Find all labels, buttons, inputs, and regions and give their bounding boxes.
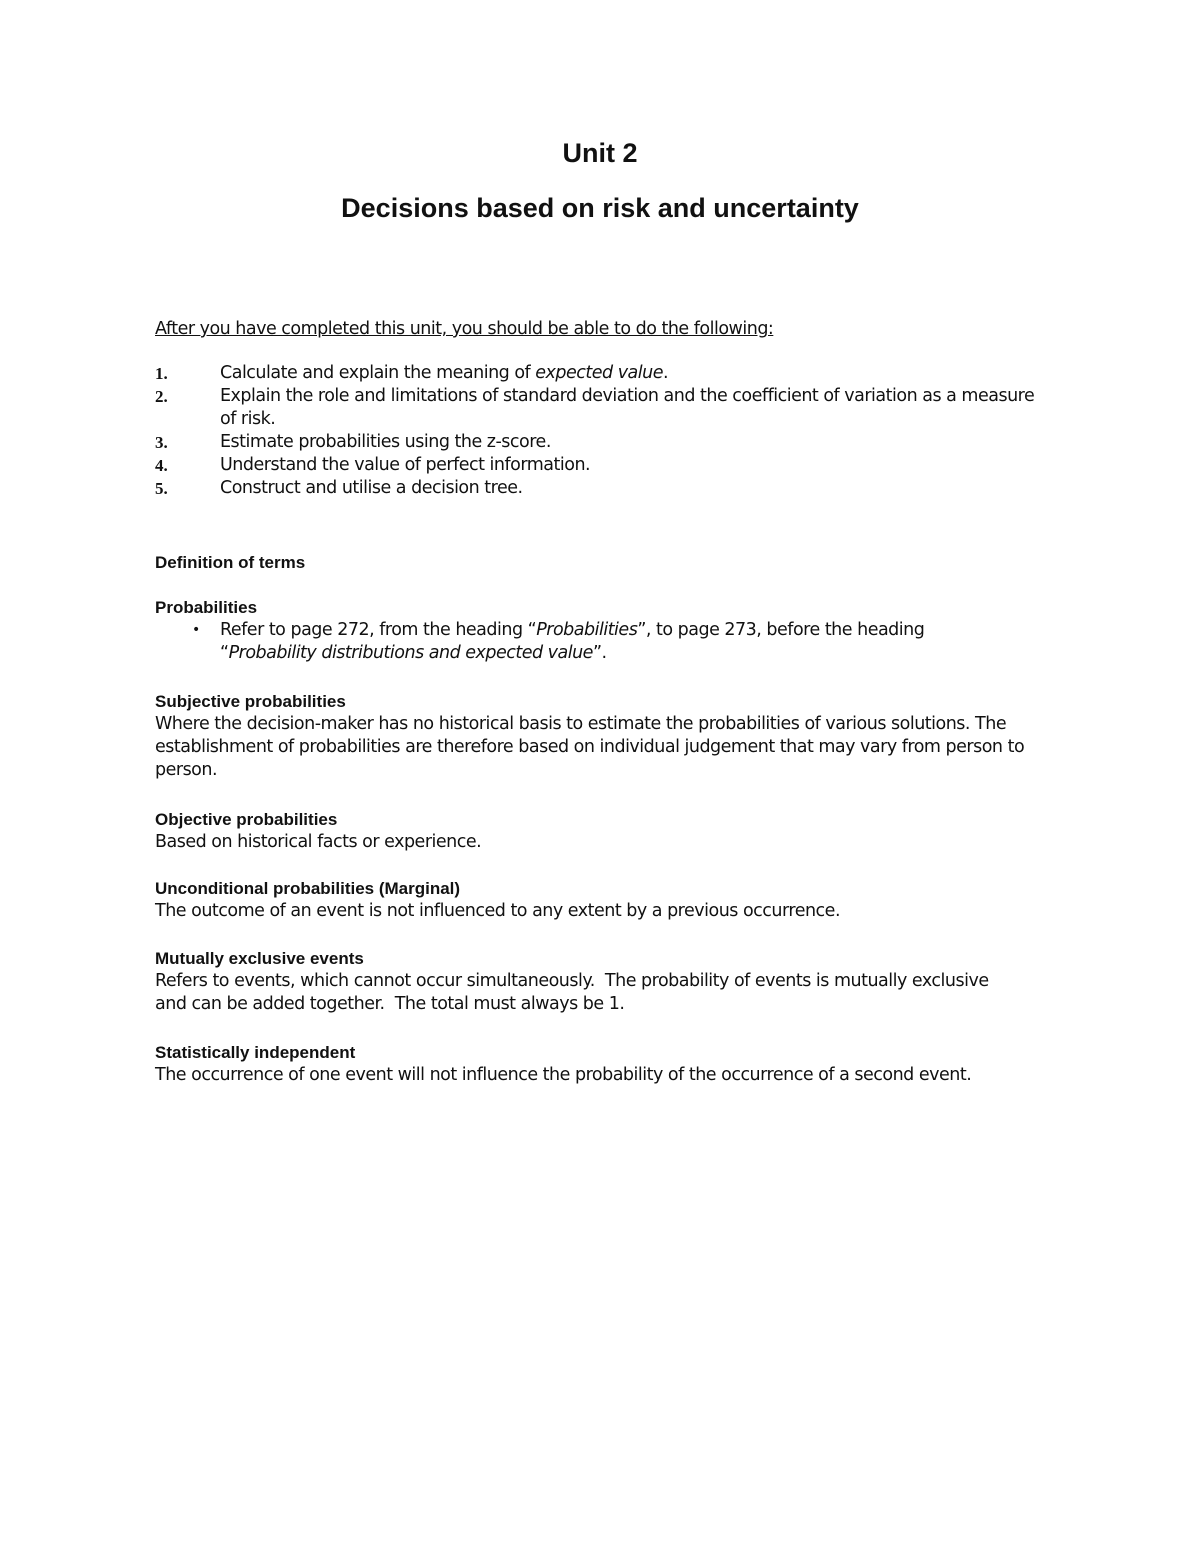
bullet-icon: • [192,622,200,638]
list-text: Construct and utilise a decision tree. [220,478,523,498]
list-item [155,431,1035,454]
document-title: Decisions based on risk and uncertainty [341,193,859,223]
list-number: 5. [155,479,168,498]
term-mutually-exclusive-events [155,947,1055,1016]
term-subjective-probabilities [155,690,1055,782]
section-heading: Definition of terms [155,553,306,572]
list-item [155,385,1035,431]
term-unconditional-probabilities [155,877,1055,923]
list-text-part: Refer to page 272, from the heading “ [220,620,537,640]
term-definition: Refers to events, which cannot occur simultaneously. The probability of events is mutually exclusive and can be added together. The total must always be 1. [155,971,994,1014]
emphasis-text: Probabilities [536,620,638,640]
term-heading: Objective probabilities [155,810,338,829]
definitions-section [155,551,1055,574]
term-heading: Mutually exclusive events [155,949,364,968]
bullet-list [155,619,1055,665]
emphasis-text: expected value [535,363,664,383]
list-item [155,619,1055,665]
list-text-part: . [663,363,669,383]
unit-title: Unit 2 [562,138,638,168]
list-text: Explain the role and limitations of standard deviation and the coefficient of variation as a measure of risk. [220,386,1035,429]
list-number: 4. [155,456,168,475]
list-number: 1. [155,364,168,383]
term-heading: Statistically independent [155,1043,356,1062]
list-text: Estimate probabilities using the z-score. [220,432,551,452]
term-heading: Unconditional probabilities (Marginal) [155,879,461,898]
term-statistically-independent [155,1041,1055,1087]
list-text-part: ”, to page 273, before the heading “ [220,620,925,663]
learning-outcomes-intro: After you have completed this unit, you should be able to do the following: [155,319,774,339]
list-item [155,362,1035,385]
term-heading: Subjective probabilities [155,692,346,711]
list-text: Understand the value of perfect information. [220,455,591,475]
probabilities-section [155,596,1055,665]
list-item [155,477,1035,500]
list-number: 2. [155,387,168,406]
list-text-part: Calculate and explain the meaning of [220,363,536,383]
emphasis-text: Probability distributions and expected value [228,643,593,663]
term-definition: The occurrence of one event will not influence the probability of the occurrence of a second event. [155,1065,972,1085]
term-objective-probabilities [155,808,1055,854]
section-heading: Probabilities [155,598,258,617]
learning-outcomes-list [155,362,1035,500]
term-definition: Based on historical facts or experience. [155,832,482,852]
list-text [220,362,1035,385]
term-definition: The outcome of an event is not influenced to any extent by a previous occurrence. [155,901,841,921]
list-text-part: ”. [592,643,607,663]
list-number: 3. [155,433,168,452]
list-item [155,454,1035,477]
list-text [220,619,1055,665]
term-definition: Where the decision-maker has no historical basis to estimate the probabilities of various solutions. The establishment of probabilities are therefore based on individual judgement that may vary from person to person. [155,714,1025,780]
